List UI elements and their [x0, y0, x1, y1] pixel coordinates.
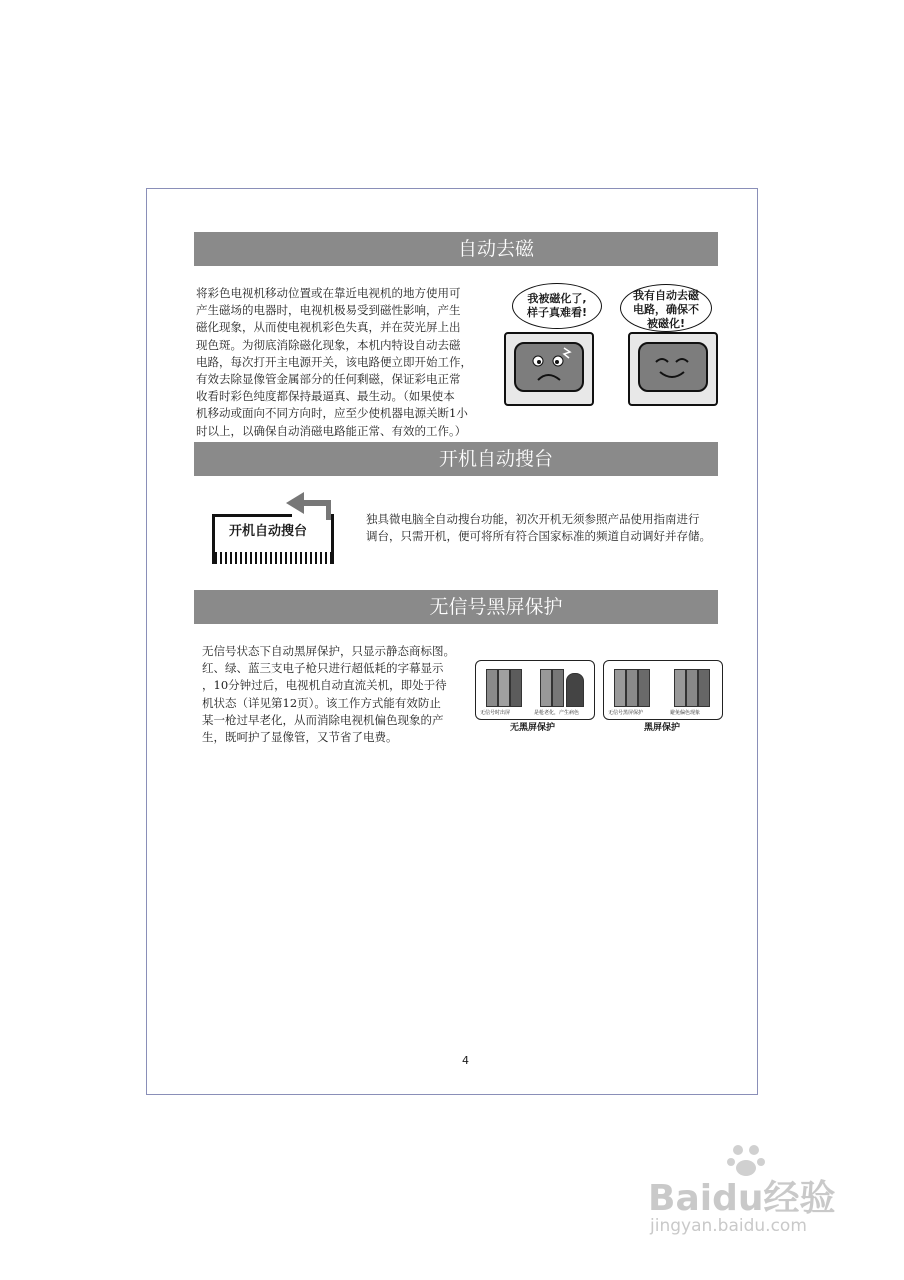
electron-gun-icon	[614, 669, 626, 707]
electron-gun-icon	[540, 669, 552, 707]
text-line: 无信号状态下自动黑屏保护，只显示静态商标图。	[202, 644, 455, 658]
panel-with-protection	[603, 660, 723, 720]
text-line: 独具微电脑全自动搜台功能，初次开机无须参照产品使用指南进行	[366, 512, 700, 526]
tv-degaussed-illustration	[628, 332, 718, 406]
panel-label: 是枪老化，产生病色	[534, 710, 580, 716]
electron-gun-icon	[698, 669, 710, 707]
text-line: 机移动或面向不同方向时，应至少使机器电源关断1小	[196, 406, 468, 421]
text-line: 磁化现象，从而使电视机彩色失真，并在荧光屏上出	[196, 320, 461, 335]
electron-gun-icon	[686, 669, 698, 707]
electron-gun-icon	[510, 669, 522, 707]
speech-bubble-left: 我被磁化了, 样子真难看!	[512, 283, 602, 329]
autosearch-illustration	[212, 514, 334, 564]
electron-gun-icon	[486, 669, 498, 707]
tuning-scale-icon	[215, 552, 331, 564]
text-line: 时以上，以确保自动消磁电路能正常、有效的工作。）	[196, 423, 467, 438]
text-line: 机状态（详见第12页）。该工作方式能有效防止	[202, 695, 441, 710]
electron-gun-icon	[552, 669, 564, 707]
text-line: 电路，每次打开主电源开关，该电路便立即开始工作，	[196, 354, 472, 369]
electron-gun-icon	[638, 669, 650, 707]
page-number: 4	[462, 1054, 469, 1067]
happy-face-icon	[640, 344, 706, 390]
section-header-autosearch: 开机自动搜台	[194, 442, 718, 476]
speech-bubble-right: 我有自动去磁 电路，确保不 被磁化!	[620, 284, 712, 332]
panel-label: 避免偏色现象	[670, 710, 701, 716]
electron-gun-icon	[674, 669, 686, 707]
panel-label: 无信号黑屏保护	[608, 710, 644, 716]
text-line: ，10分钟过后，电视机自动直流关机，即处于待	[202, 678, 447, 693]
text-line: 生，既呵护了显像管，又节省了电费。	[202, 730, 398, 745]
section-header-degauss: 自动去磁	[194, 232, 718, 266]
text-line: 产生磁场的电器时，电视机极易受到磁性影响，产生	[196, 303, 461, 318]
aged-gun-icon	[566, 673, 584, 707]
electron-gun-icon	[626, 669, 638, 707]
panel-label: 无信号时出屏	[480, 710, 511, 716]
blackscreen-text	[202, 643, 472, 746]
text-line: 某一枪过早老化，从而消除电视机偏色现象的产	[202, 712, 444, 727]
section-header-blackscreen: 无信号黑屏保护	[194, 590, 718, 624]
panel-caption-right: 黑屏保护	[644, 723, 681, 733]
text-line: 将彩色电视机移动位置或在靠近电视机的地方使用可	[196, 286, 461, 300]
text-line: 有效去除显像管金属部分的任何剩磁，保证彩电正常	[196, 372, 461, 387]
autosearch-box-label: 开机自动搜台	[229, 524, 308, 539]
tv-magnetized-illustration	[504, 332, 594, 406]
electron-gun-icon	[498, 669, 510, 707]
watermark-brand: Baidu经验	[648, 1178, 836, 1219]
return-arrow-icon	[286, 492, 304, 514]
degauss-text	[196, 285, 496, 440]
panel-caption-left: 无黑屏保护	[510, 723, 556, 733]
panel-no-protection	[475, 660, 595, 720]
text-line: 收看时彩色纯度都保持最逼真、最生动。（如果使本	[196, 389, 455, 404]
autosearch-text	[366, 511, 726, 545]
sad-face-icon	[516, 344, 582, 390]
watermark-url: jingyan.baidu.com	[650, 1216, 807, 1236]
text-line: 红、绿、蓝三支电子枪只进行超低耗的字幕显示	[202, 661, 444, 676]
text-line: 现色斑。为彻底消除磁化现象，本机内特设自动去磁	[196, 337, 461, 352]
text-line: 调台，只需开机，便可将所有符合国家标准的频道自动调好并存储。	[366, 529, 711, 544]
